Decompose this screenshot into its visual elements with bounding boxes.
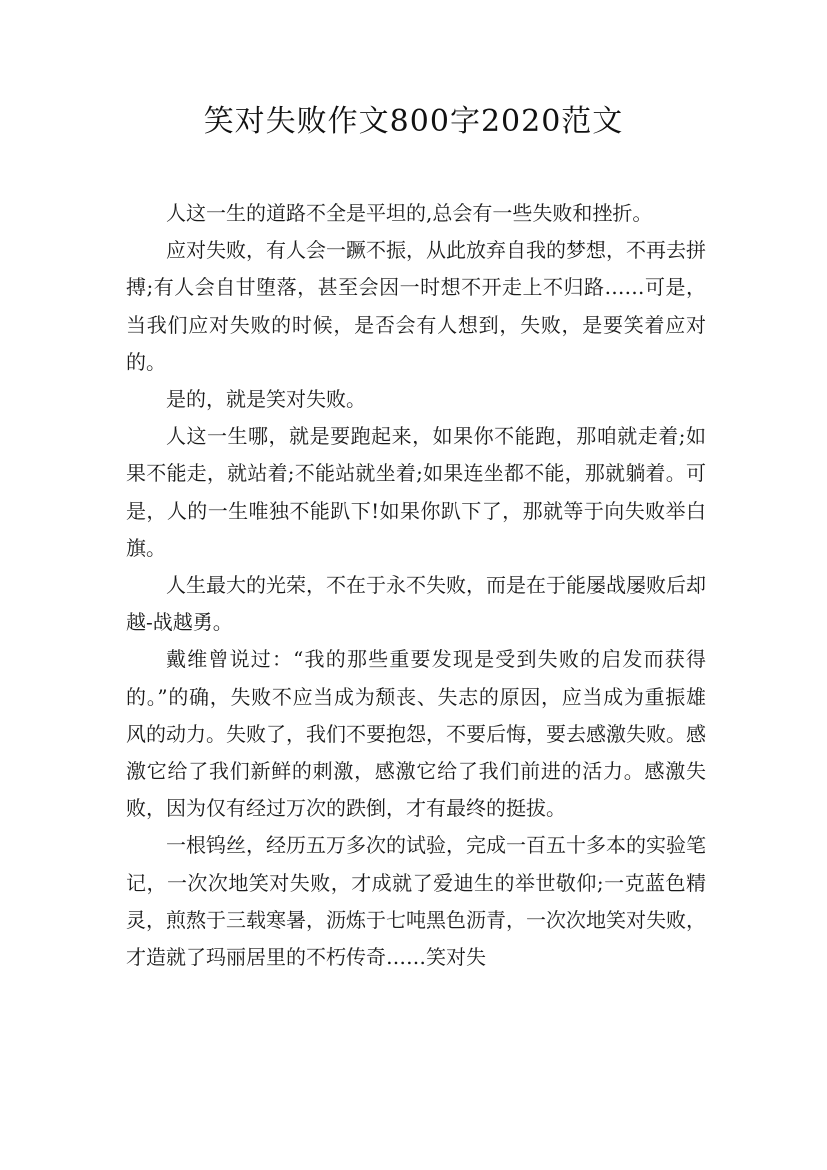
paragraph-3: 是的，就是笑对失败。	[166, 387, 366, 412]
paragraph-2: 应对失败，有人会一蹶不振，从此放弃自我的梦想，不再去拼搏;有人会自甘堕落，甚至会因一时想不开走上不归路……可是，当我们应对失败的时候，是否会有人想到，失败，是要笑着应对的。	[126, 238, 706, 374]
document-title: 笑对失败作文800字2020范文	[203, 104, 624, 139]
paragraph-4: 人这一生哪，就是要跑起来，如果你不能跑，那咱就走着;如果不能走，就站着;不能站就坐着;如果连坐都不能，那就躺着。可是，人的一生唯独不能趴下!如果你趴下了，那就等于向失败举白旗。	[126, 424, 706, 560]
document-body	[126, 195, 706, 976]
paragraph-1: 人这一生的道路不全是平坦的,总会有一些失败和挫折。	[166, 201, 653, 225]
paragraph-7: 一根钨丝，经历五万多次的试验，完成一百五十多本的实验笔记，一次次地笑对失败，才成就了爱迪生的举世敬仰;一克蓝色精灵，煎熬于三载寒暑，沥炼于七吨黑色沥青，一次次地笑对失败，才造就了玛丽居里的不朽传奇……笑对失	[126, 833, 706, 970]
paragraph-5: 人生最大的光荣，不在于永不失败，而是在于能屡战屡败后却越-战越勇。	[126, 573, 706, 635]
paragraph-6: 戴维曾说过：“我的那些重要发现是受到失败的启发而获得的。”的确，失败不应当成为颓丧、失志的原因，应当成为重振雄风的动力。失败了，我们不要抱怨，不要后悔，要去感激失败。感激它给了我们新鲜的刺激，感激它给了我们前进的活力。感激失败，因为仅有经过万次的跌倒，才有最终的挺拔。	[126, 647, 706, 821]
